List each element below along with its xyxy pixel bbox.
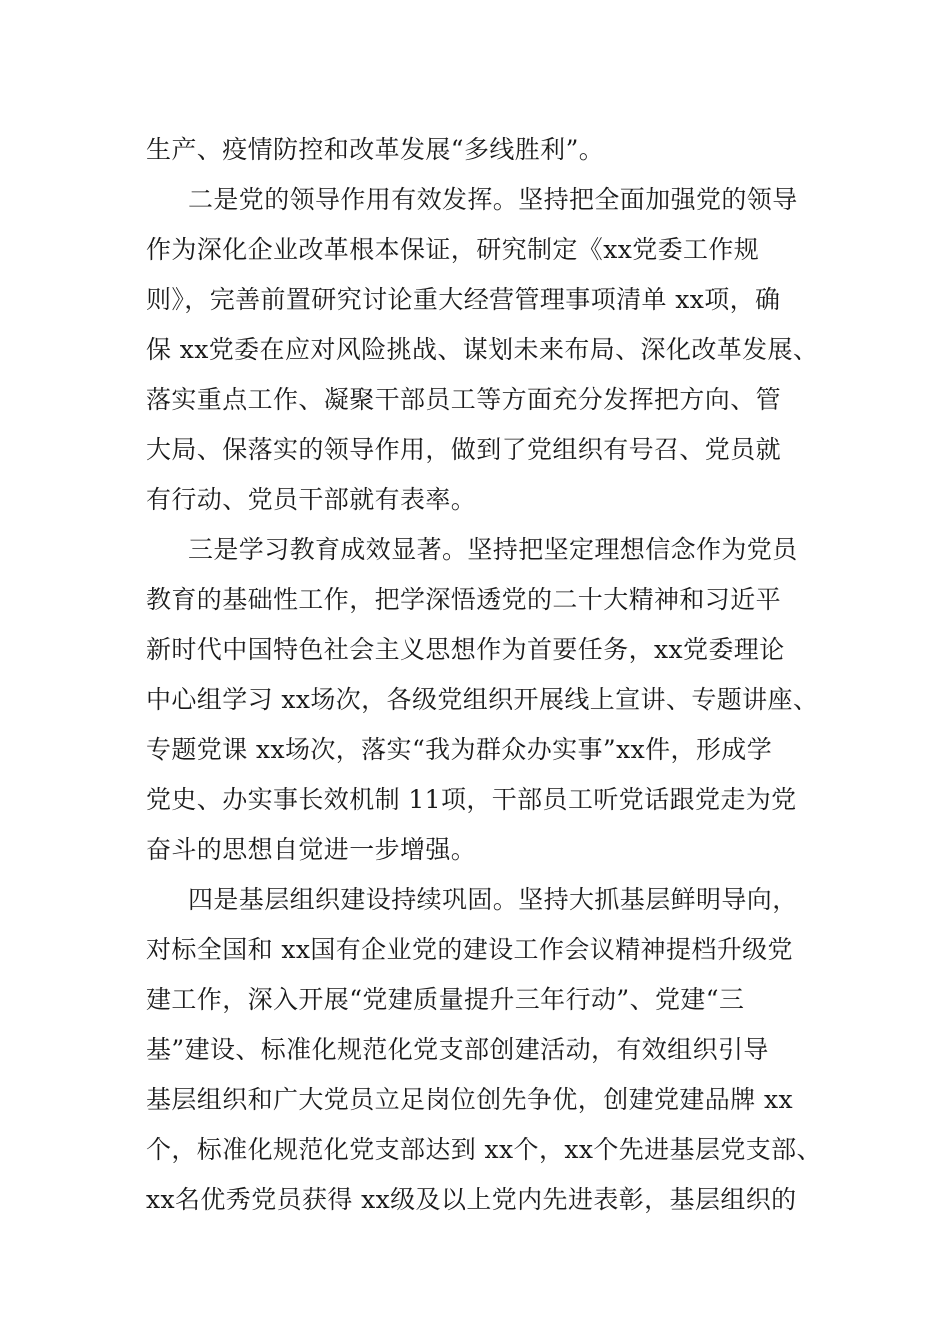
paragraph-4-first-line: 四是基层组织建设持续巩固。坚持大抓基层鲜明导向，: [188, 885, 798, 914]
paragraph-3-first-line: 三是学习教育成效显著。坚持把坚定理想信念作为党员: [188, 535, 798, 564]
text-line: 落实重点工作、凝聚干部员工等方面充分发挥把方向、管: [146, 385, 782, 414]
text-line: 基”建设、标准化规范化党支部创建活动，有效组织引导: [146, 1035, 769, 1064]
text-line: 保 xx党委在应对风险挑战、谋划未来布局、深化改革发展、: [146, 335, 819, 364]
paragraph-2-first-line: 二是党的领导作用有效发挥。坚持把全面加强党的领导: [188, 185, 798, 214]
text-line: 则》，完善前置研究讨论重大经营管理事项清单 xx项，确: [146, 285, 781, 314]
text-line: 专题党课 xx场次，落实“我为群众办实事”xx件，形成学: [146, 735, 773, 764]
text-line: 基层组织和广大党员立足岗位创先争优，创建党建品牌 xx: [146, 1085, 793, 1114]
text-line: 中心组学习 xx场次，各级党组织开展线上宣讲、专题讲座、: [146, 685, 819, 714]
text-line: 大局、保落实的领导作用，做到了党组织有号召、党员就: [146, 435, 782, 464]
text-line: 生产、疫情防控和改革发展“多线胜利”。: [146, 135, 605, 164]
text-line: 建工作，深入开展“党建质量提升三年行动”、党建“三: [146, 985, 745, 1014]
text-line: 教育的基础性工作，把学深悟透党的二十大精神和习近平: [146, 585, 782, 614]
text-line: 党史、办实事长效机制 11项，干部员工听党话跟党走为党: [146, 785, 797, 814]
text-line: 作为深化企业改革根本保证，研究制定《xx党委工作规: [146, 235, 760, 264]
text-line: 个，标准化规范化党支部达到 xx个，xx个先进基层党支部、: [146, 1135, 822, 1164]
text-line: 奋斗的思想自觉进一步增强。: [146, 835, 477, 864]
text-line: xx名优秀党员获得 xx级及以上党内先进表彰，基层组织的: [146, 1185, 797, 1214]
text-line: 对标全国和 xx国有企业党的建设工作会议精神提档升级党: [146, 935, 793, 964]
text-line: 新时代中国特色社会主义思想作为首要任务，xx党委理论: [146, 635, 785, 664]
text-line: 有行动、党员干部就有表率。: [146, 485, 477, 514]
